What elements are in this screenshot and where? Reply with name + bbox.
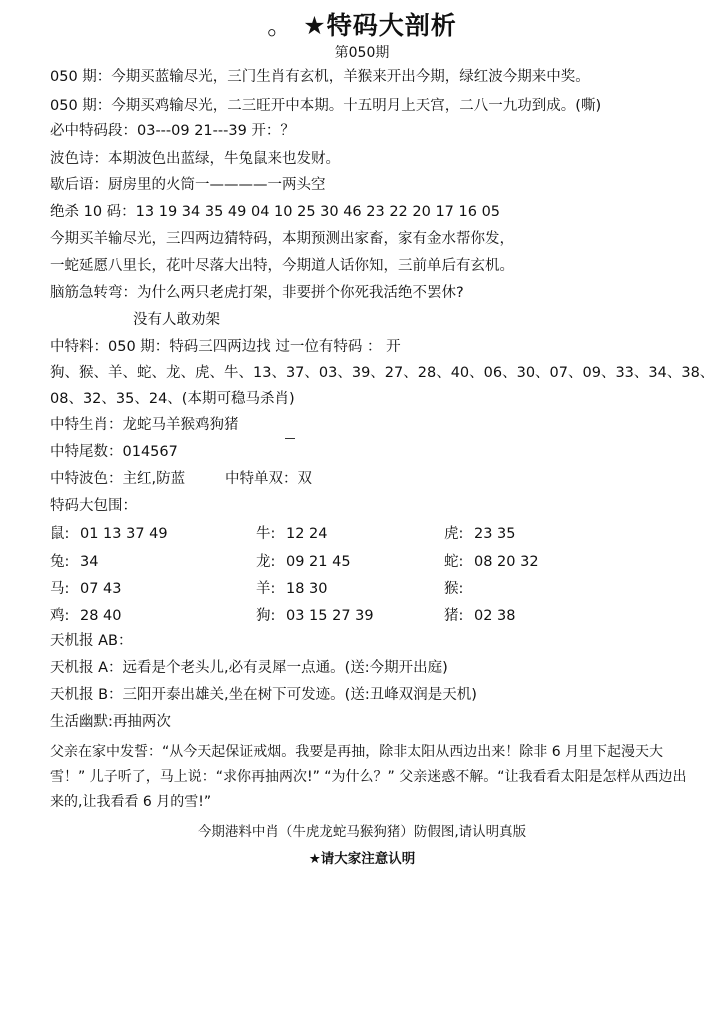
zodiac-label: 猪: [444, 608, 464, 624]
text-line-6: 绝杀 10 码：13 19 34 35 49 04 10 25 30 46 23 22 20 17 16 05 [50, 204, 501, 220]
text-line-13: 08、32、35、24、(本期可稳马杀肖) [50, 391, 295, 407]
zodiac-cell [256, 577, 328, 598]
text-line-1: 050 期：今期买蓝输尽光，三门生肖有玄机，羊猴来开出今期，绿红波今期来中奖。 [50, 69, 590, 85]
zodiac-label: 牛: [256, 526, 276, 542]
odd-even-line: 中特单双：双 [225, 471, 312, 487]
zodiac-label: 鼠: [50, 526, 70, 542]
zodiac-cell [444, 522, 516, 543]
zodiac-row-4 [50, 604, 690, 624]
zodiac-numbers: 03 15 27 39 [286, 608, 374, 624]
zodiac-cell [256, 550, 351, 571]
issue-number: 第050期 [334, 45, 390, 61]
zodiac-label: 虎: [444, 526, 464, 542]
stray-mark [285, 438, 295, 439]
text-line-12: 狗、猴、羊、蛇、龙、虎、牛、13、37、03、39、27、28、40、06、30、07、09、33、34、38、 [50, 365, 715, 381]
zodiac-numbers: 02 38 [474, 608, 516, 624]
zodiac-cell [50, 522, 168, 543]
tail-digits-line: 中特尾数：014567 [50, 444, 178, 460]
brain-teaser-answer: 没有人敢劝架 [133, 312, 220, 328]
zodiac-row-2 [50, 550, 690, 570]
zodiac-numbers: 23 35 [474, 526, 516, 542]
zodiac-cell [444, 550, 539, 571]
zodiac-label: 狗: [256, 608, 276, 624]
text-line-8: 一蛇延愿八里长，花叶尽落大出特，今期道人话你知，三前单后有玄机。 [50, 258, 514, 274]
zodiac-cell [256, 604, 374, 625]
page-title [0, 6, 724, 42]
zodiac-numbers: 09 21 45 [286, 554, 351, 570]
zodiac-numbers: 07 43 [80, 581, 122, 597]
zodiac-label: 鸡: [50, 608, 70, 624]
text-line-3: 必中特码段：03---09 21---39 开：？ [50, 123, 295, 139]
text-line-2: 050 期：今期买鸡输尽光，二三旺开中本期。十五明月上天宫，二八一九功到成。(嘶) [50, 98, 602, 114]
tianji-a: 天机报 A：远看是个老头儿,必有灵犀一点通。(送:今期开出庭) [50, 660, 448, 676]
zodiac-numbers: 18 30 [286, 581, 328, 597]
text-line-4: 波色诗：本期波色出蓝绿，牛兔鼠来也发财。 [50, 151, 340, 167]
humor-paragraph: 父亲在家中发誓：“从今天起保证戒烟。我要是再抽，除非太阳从西边出来！除非 6 月里下起漫天大雪！” 儿子听了，马上说：“求你再抽两次!” “为什么？” 父亲迷惑不解。“让我看看太阳是怎样从西边出来的,让我看看 6 月的雪!” [50, 744, 687, 810]
brain-teaser-question: 脑筋急转弯：为什么两只老虎打架，非要拼个你死我活绝不罢休? [50, 285, 464, 301]
zodiac-numbers: 08 20 32 [474, 554, 539, 570]
zodiac-numbers: 28 40 [80, 608, 122, 624]
zodiac-cell [50, 577, 122, 598]
footer-warning: ★请大家注意认明 [308, 851, 416, 867]
zodiac-numbers: 01 13 37 49 [80, 526, 168, 542]
zodiac-cell [444, 577, 474, 598]
zodiac-row-1 [50, 522, 690, 542]
zodiac-label: 羊: [256, 581, 276, 597]
title-text: ★特码大剖析 [303, 11, 457, 40]
zodiac-cell [256, 522, 328, 543]
zodiac-label: 龙: [256, 554, 276, 570]
humor-heading: 生活幽默:再抽两次 [50, 714, 171, 730]
zodiac-cell [50, 550, 98, 571]
zodiac-numbers: 34 [80, 554, 99, 570]
title-dot: 。 [267, 11, 294, 40]
zodiac-cell [50, 604, 122, 625]
zodiac-label: 马: [50, 581, 70, 597]
zodiac-label: 猴: [444, 581, 464, 597]
grid-heading: 特码大包围： [50, 498, 137, 514]
tianji-heading: 天机报 AB： [50, 633, 133, 649]
text-line-11: 中特料：050 期：特码三四两边找 过一位有特码 ： 开 [50, 339, 401, 355]
text-line-5: 歇后语：厨房里的火筒一————一两头空 [50, 177, 326, 193]
zodiac-label: 蛇: [444, 554, 464, 570]
text-line-7: 今期买羊输尽光，三四两边猜特码，本期预测出家畜，家有金水帮你发， [50, 231, 514, 247]
zodiac-pick-line: 中特生肖：龙蛇马羊猴鸡狗猪 [50, 417, 239, 433]
tianji-b: 天机报 B：三阳开泰出雄关,坐在树下可发迹。(送:丑峰双润是天机) [50, 687, 477, 703]
footer-notice: 今期港料中肖（牛虎龙蛇马猴狗猪）防假图,请认明真版 [197, 824, 527, 840]
zodiac-label: 兔: [50, 554, 70, 570]
wave-color-line: 中特波色：主红,防蓝 [50, 471, 186, 487]
zodiac-row-3 [50, 577, 690, 597]
zodiac-numbers: 12 24 [286, 526, 328, 542]
zodiac-cell [444, 604, 516, 625]
